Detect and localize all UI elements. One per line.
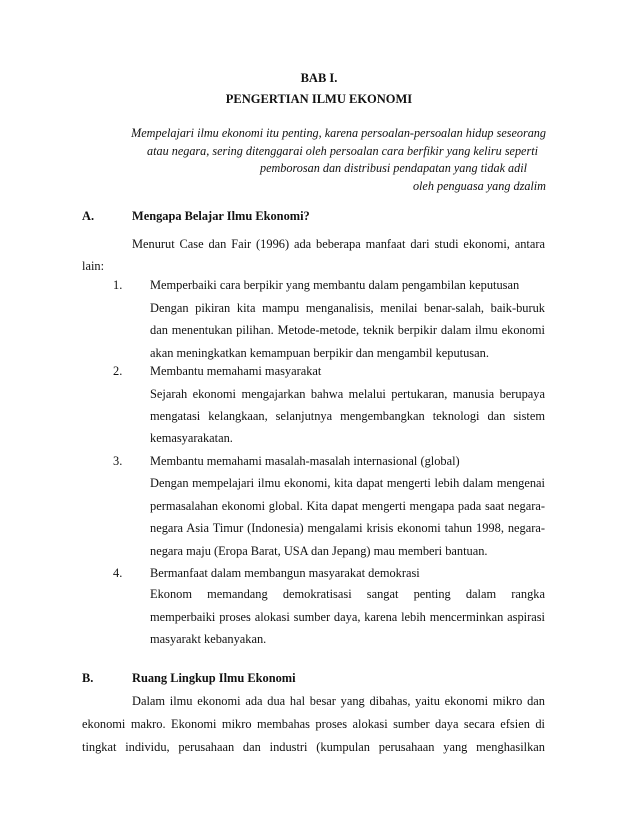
section-b-line-3: tingkat individu, perusahaan dan industri (kumpulan perusahaan yang menghasilkan (82, 740, 545, 754)
item-1-number: 1. (113, 278, 123, 292)
epigraph-line-1: Mempelajari ilmu ekonomi itu penting, karena persoalan-persoalan hidup seseorang (131, 126, 546, 140)
item-2-heading: Membantu memahami masyarakat (150, 364, 322, 378)
item-3-line-2: permasalahan ekonomi global. Kita dapat mengerti mengapa pada saat negara- (150, 499, 545, 513)
section-b-line-1: Dalam ilmu ekonomi ada dua hal besar yang dibahas, yaitu ekonomi mikro dan (132, 694, 545, 708)
chapter-title: PENGERTIAN ILMU EKONOMI (225, 92, 413, 106)
item-1-line-1: Dengan pikiran kita mampu menganalisis, menilai benar-salah, baik-buruk (150, 301, 545, 315)
item-4-line-1: Ekonom memandang demokratisasi sangat penting dalam rangka (150, 587, 545, 601)
item-4-number: 4. (113, 566, 123, 580)
item-4-line-2: memperbaiki proses alokasi sumber daya, karena lebih mencerminkan aspirasi (150, 610, 545, 624)
item-2-line-2: mengatasi kelangkaan, selanjutnya mengembangkan teknologi dan sistem (150, 409, 545, 423)
item-4-line-3: masyarakt kebanyakan. (150, 632, 267, 646)
epigraph-line-3: pemborosan dan distribusi pendapatan yang tidak adil (260, 161, 527, 175)
item-2-number: 2. (113, 364, 123, 378)
section-b-title: Ruang Lingkup Ilmu Ekonomi (132, 671, 296, 685)
section-b-line-2: ekonomi makro. Ekonomi mikro membahas proses alokasi sumber daya secara efsien di (82, 717, 545, 731)
item-3-line-1: Dengan mempelajari ilmu ekonomi, kita dapat mengerti lebih dalam mengenai (150, 476, 545, 490)
item-3-line-4: negara maju (Eropa Barat, USA dan Jepang) mau memberi bantuan. (150, 544, 488, 558)
item-1-line-2: dan menentukan pilihan. Metode-metode, teknik berpikir dalam ilmu ekonomi (150, 323, 545, 337)
section-a-intro-line-2: lain: (82, 259, 105, 273)
section-a-intro-line-1: Menurut Case dan Fair (1996) ada beberapa manfaat dari studi ekonomi, antara (132, 237, 545, 251)
item-2-line-3: kemasyarakatan. (150, 431, 233, 445)
item-1-heading: Memperbaiki cara berpikir yang membantu dalam pengambilan keputusan (150, 278, 520, 292)
item-3-heading: Membantu memahami masalah-masalah internasional (global) (150, 454, 460, 468)
epigraph (110, 125, 546, 195)
section-a-title: Mengapa Belajar Ilmu Ekonomi? (132, 209, 310, 223)
item-3-line-3: negara Asia Timur (Indonesia) mengalami krisis ekonomi tahun 1998, negara- (150, 521, 545, 535)
section-a-letter: A. (82, 209, 95, 223)
item-2-line-1: Sejarah ekonomi mengajarkan bahwa melalui pertukaran, manusia berupaya (150, 387, 545, 401)
epigraph-line-4: oleh penguasa yang dzalim (412, 178, 546, 193)
section-b-letter: B. (82, 671, 94, 685)
chapter-label: BAB I. (300, 71, 338, 85)
epigraph-line-2: atau negara, sering ditenggarai oleh persoalan cara berfikir yang keliru seperti (147, 143, 538, 158)
item-3-number: 3. (113, 454, 123, 468)
item-4-heading: Bermanfaat dalam membangun masyarakat demokrasi (150, 566, 420, 580)
item-1-line-3: akan meningkatkan kemampuan berpikir dan mengambil keputusan. (150, 346, 489, 360)
